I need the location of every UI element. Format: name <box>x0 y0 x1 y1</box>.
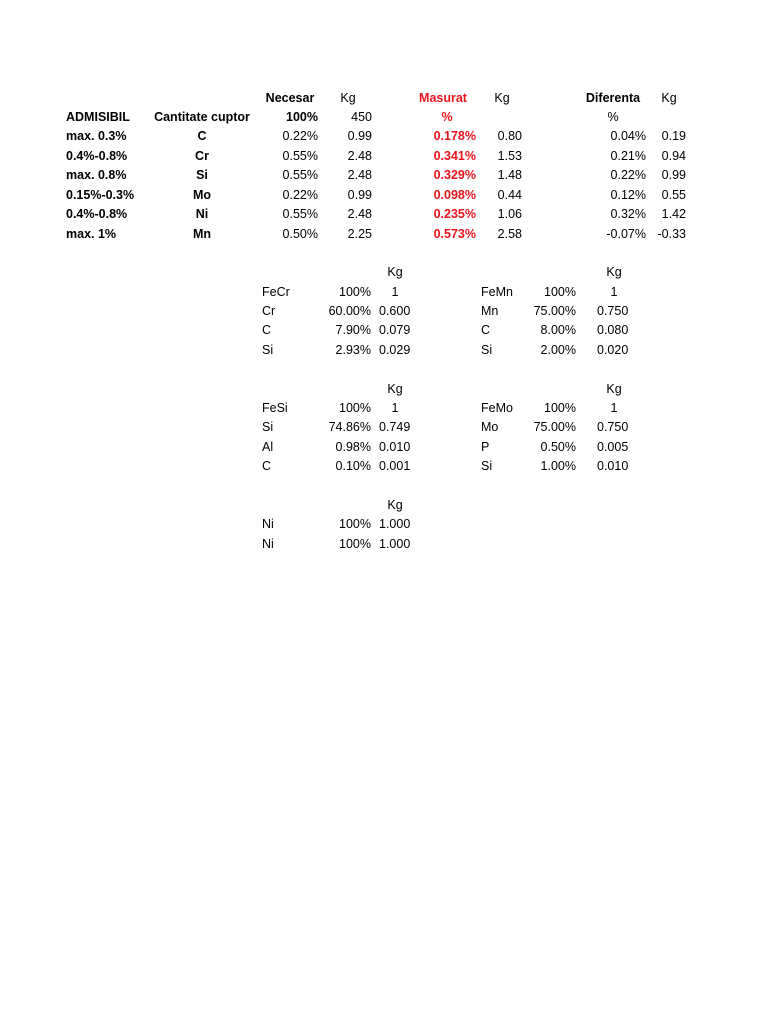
component-percent: 0.50% <box>540 440 576 454</box>
masurat-percent-cell: 0.098% <box>433 188 476 202</box>
masurat-kg-cell: 2.58 <box>497 227 522 241</box>
component-percent: 100% <box>339 517 371 531</box>
component-percent: 75.00% <box>533 304 576 318</box>
masurat-kg-cell: 0.80 <box>497 129 522 143</box>
masurat-percent-cell: 0.178% <box>433 129 476 143</box>
component-kg: 0.010 <box>379 440 411 454</box>
diferenta-percent-cell: 0.22% <box>610 168 646 182</box>
admisibil-cell: 0.15%-0.3% <box>66 188 135 202</box>
masurat-kg-cell: 1.06 <box>497 207 522 221</box>
diferenta-percent-cell: 0.21% <box>610 149 646 163</box>
component-kg: 1.000 <box>379 537 411 551</box>
component-element: Al <box>262 440 274 454</box>
component-percent: 75.00% <box>533 420 576 434</box>
necesar-percent-cell: 0.55% <box>282 168 318 182</box>
alloy-kg: 1 <box>610 401 618 415</box>
diferenta-unit: % <box>607 110 619 124</box>
diferenta-kg-cell: 0.94 <box>661 149 686 163</box>
necesar-percent-cell: 0.50% <box>282 227 318 241</box>
necesar-kg-cell: 2.48 <box>347 149 372 163</box>
component-percent: 8.00% <box>540 323 576 337</box>
masurat-percent-cell: 0.341% <box>433 149 476 163</box>
diferenta-percent-cell: 0.32% <box>610 207 646 221</box>
necesar-kg-cell: 0.99 <box>347 188 372 202</box>
component-element: Si <box>481 343 493 357</box>
element-cell: C <box>197 129 207 143</box>
header-masurat: Masurat <box>419 91 467 105</box>
header-cantitate-cuptor: Cantitate cuptor <box>154 110 250 124</box>
component-element: Mn <box>481 304 499 318</box>
diferenta-kg-cell: 0.99 <box>661 168 686 182</box>
masurat-percent-cell: 0.329% <box>433 168 476 182</box>
header-necesar: Necesar <box>265 91 315 105</box>
component-percent: 2.00% <box>540 343 576 357</box>
alloy-percent: 100% <box>339 401 371 415</box>
masurat-kg-cell: 0.44 <box>497 188 522 202</box>
header-diferenta: Diferenta <box>585 91 641 105</box>
alloy-kg: 1 <box>391 285 399 299</box>
component-kg: 0.079 <box>379 323 411 337</box>
component-percent: 74.86% <box>328 420 371 434</box>
masurat-unit: % <box>441 110 453 124</box>
element-cell: Mo <box>192 188 212 202</box>
component-kg: 0.010 <box>597 459 629 473</box>
component-element: Ni <box>262 517 274 531</box>
component-kg: 0.600 <box>379 304 411 318</box>
component-kg: 0.029 <box>379 343 411 357</box>
component-kg: 0.020 <box>597 343 629 357</box>
necesar-kg-cell: 2.25 <box>347 227 372 241</box>
component-kg: 0.080 <box>597 323 629 337</box>
component-kg: 0.005 <box>597 440 629 454</box>
diferenta-percent-cell: 0.12% <box>610 188 646 202</box>
component-percent: 0.98% <box>335 440 371 454</box>
necesar-percent-cell: 0.55% <box>282 207 318 221</box>
component-kg: 0.749 <box>379 420 411 434</box>
header-kg-masurat: Kg <box>494 91 510 105</box>
diferenta-percent-cell: 0.04% <box>610 129 646 143</box>
alloy-kg: 1 <box>391 401 399 415</box>
alloy-name: FeMn <box>481 285 513 299</box>
necesar-kg-cell: 2.48 <box>347 207 372 221</box>
component-kg: 0.750 <box>597 420 629 434</box>
diferenta-kg-cell: -0.33 <box>657 227 686 241</box>
kg-label: Kg <box>606 265 622 279</box>
diferenta-percent-cell: -0.07% <box>606 227 646 241</box>
kg-label: Kg <box>387 382 403 396</box>
component-element: Si <box>481 459 493 473</box>
element-cell: Mn <box>192 227 212 241</box>
necesar-kg-cell: 2.48 <box>347 168 372 182</box>
component-element: C <box>481 323 491 337</box>
component-element: C <box>262 323 272 337</box>
admisibil-cell: max. 0.3% <box>66 129 127 143</box>
alloy-name: FeSi <box>262 401 288 415</box>
component-percent: 7.90% <box>335 323 371 337</box>
component-percent: 1.00% <box>540 459 576 473</box>
admisibil-cell: max. 0.8% <box>66 168 127 182</box>
alloy-name: FeCr <box>262 285 290 299</box>
component-percent: 60.00% <box>328 304 371 318</box>
element-cell: Si <box>196 168 208 182</box>
diferenta-kg-cell: 0.19 <box>661 129 686 143</box>
admisibil-cell: 0.4%-0.8% <box>66 149 128 163</box>
element-cell: Cr <box>195 149 209 163</box>
necesar-percent-cell: 0.55% <box>282 149 318 163</box>
diferenta-kg-cell: 1.42 <box>661 207 686 221</box>
component-element: Si <box>262 343 274 357</box>
alloy-percent: 100% <box>339 285 371 299</box>
necesar-kg-cell: 0.99 <box>347 129 372 143</box>
kg-label: Kg <box>387 265 403 279</box>
necesar-percent-cell: 0.22% <box>282 188 318 202</box>
component-element: Cr <box>262 304 276 318</box>
cantitate-kg: 450 <box>351 110 372 124</box>
component-element: Ni <box>262 537 274 551</box>
masurat-percent-cell: 0.573% <box>433 227 476 241</box>
element-cell: Ni <box>195 207 209 221</box>
diferenta-kg-cell: 0.55 <box>661 188 686 202</box>
component-element: C <box>262 459 272 473</box>
component-percent: 100% <box>339 537 371 551</box>
header-kg-diferenta: Kg <box>661 91 677 105</box>
header-kg-necesar: Kg <box>340 91 356 105</box>
component-element: Si <box>262 420 274 434</box>
masurat-kg-cell: 1.53 <box>497 149 522 163</box>
component-element: P <box>481 440 490 454</box>
cantitate-percent: 100% <box>286 110 318 124</box>
masurat-kg-cell: 1.48 <box>497 168 522 182</box>
admisibil-cell: 0.4%-0.8% <box>66 207 128 221</box>
alloy-percent: 100% <box>544 401 576 415</box>
alloy-percent: 100% <box>544 285 576 299</box>
component-percent: 0.10% <box>335 459 371 473</box>
component-kg: 0.750 <box>597 304 629 318</box>
component-element: Mo <box>481 420 499 434</box>
kg-label: Kg <box>387 498 403 512</box>
admisibil-cell: max. 1% <box>66 227 117 241</box>
alloy-kg: 1 <box>610 285 618 299</box>
component-kg: 1.000 <box>379 517 411 531</box>
necesar-percent-cell: 0.22% <box>282 129 318 143</box>
alloy-name: FeMo <box>481 401 513 415</box>
kg-label: Kg <box>606 382 622 396</box>
masurat-percent-cell: 0.235% <box>433 207 476 221</box>
component-kg: 0.001 <box>379 459 411 473</box>
header-admisibil: ADMISIBIL <box>66 110 130 124</box>
component-percent: 2.93% <box>335 343 371 357</box>
